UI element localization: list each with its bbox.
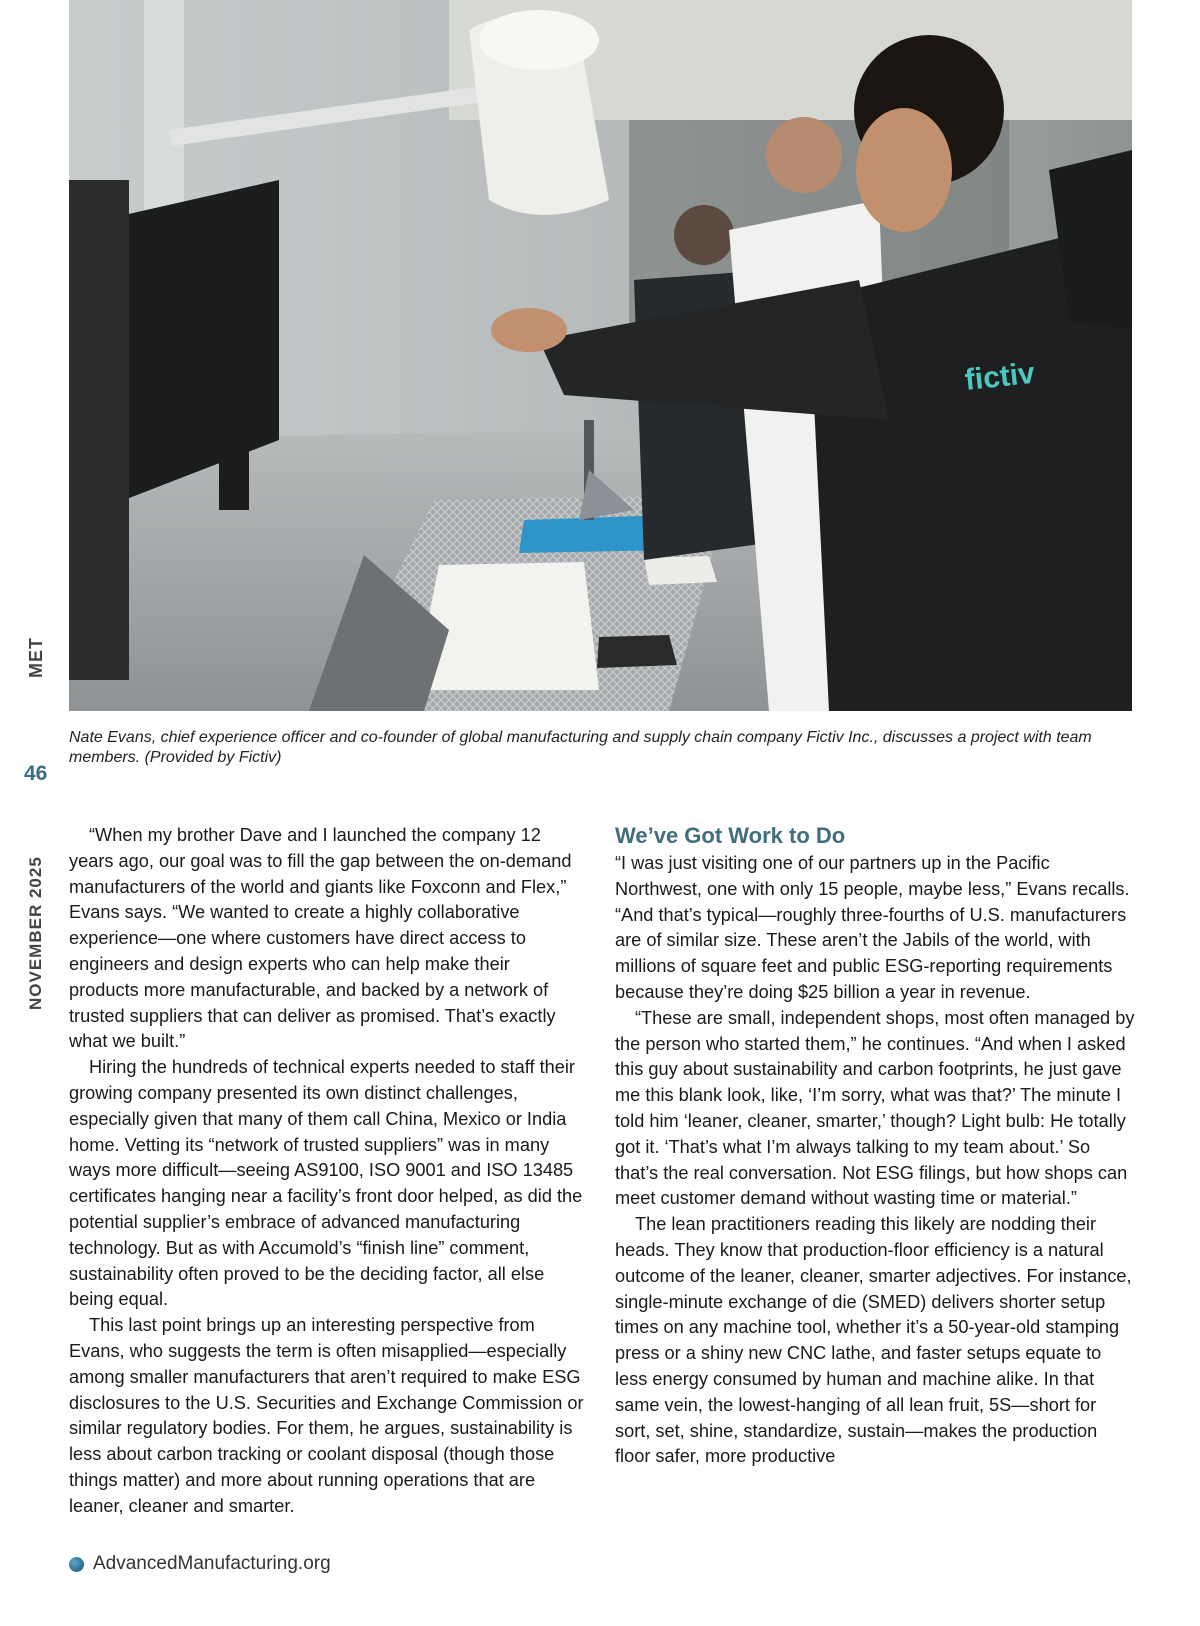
article-photo: [69, 0, 1132, 711]
globe-icon: [69, 1557, 84, 1572]
page-number: 46: [24, 762, 48, 785]
section-heading: We’ve Got Work to Do: [615, 823, 846, 848]
footer: [69, 1553, 331, 1575]
website-link[interactable]: AdvancedManufacturing.org: [93, 1553, 331, 1574]
paragraph: “These are small, independent shops, most often managed by the person who started them,” he continues. “And when I asked this guy about sustainability and carbon footprints, he just gave me this blank look, like, ‘I’m sorry, what was that?’ The minute I told him ‘leaner, cleaner, smarter,’ though? Light bulb: He totally got it. ‘That’s what I’m always talking to my team about.’ So that’s the real conversation. Not ESG filings, but how shops can meet customer demand without wasting time or material.”: [615, 1007, 1135, 1209]
paragraph: The lean practitioners reading this likely are nodding their heads. They know that production-floor efficiency is a natural outcome of the leaner, cleaner, smarter adjectives. For instance, single-minute exchange of die (SMED) delivers shorter setup times on any machine tool, whether it’s a 50-year-old stamping press or a shiny new CNC lathe, and faster setups equate to less energy consumed by human and machine alike. In that same vein, the lowest-hanging of all lean fruit, 5S—short for sort, set, shine, standardize, sustain—makes the production floor safer, more productive: [615, 1214, 1132, 1467]
paragraph: “I was just visiting one of our partners up in the Pacific Northwest, one with only 15 people, maybe less,” Evans recalls. “And that’s typical—roughly three-fourths of U.S. manufacturers are of similar size. These aren’t the Jabils of the world, with millions of square feet and public ESG-reporting requirements because they’re doing $25 billion a year in revenue.: [615, 853, 1130, 1002]
magazine-name: MET: [26, 637, 46, 678]
photo-caption: Nate Evans, chief experience officer and co-founder of global manufacturing and supply chain company Fictiv Inc., discusses a project with team members. (Provided by Fictiv): [69, 729, 1092, 766]
paragraph: Hiring the hundreds of technical experts needed to staff their growing company presented its own distinct challenges, especially given that many of them call China, Mexico or India home. Vetting its “network of trusted suppliers” was in many ways more difficult—seeing AS9100, ISO 9001 and ISO 13485 certificates hanging near a facility’s front door helped, as did the potential supplier’s embrace of advanced manufacturing technology. But as with Accumold’s “finish line” comment, sustainability often proved to be the deciding factor, all else being equal.: [69, 1057, 583, 1310]
paragraph: This last point brings up an interesting perspective from Evans, who suggests the term is often misapplied—especially among smaller manufacturers that aren’t required to make ESG disclosures to the U.S. Securities and Exchange Commission or similar regulatory bodies. For them, he argues, sustainability is less about carbon tracking or coolant disposal (though those things matter) and more about running operations that are leaner, cleaner and smarter.: [69, 1315, 584, 1516]
issue-date: NOVEMBER 2025: [26, 856, 45, 1010]
shirt-logo: fictiv: [963, 356, 1037, 397]
left-column: [69, 823, 584, 1520]
paragraph: “When my brother Dave and I launched the company 12 years ago, our goal was to fill the gap between the on-demand manufacturers of the world and giants like Foxconn and Flex,” Evans says. “We wanted to create a highly collaborative experience—one where customers have direct access to engineers and design experts who can help make their products more manufacturable, and backed by a network of trusted suppliers that can deliver as promised. That’s exactly what we built.”: [69, 825, 572, 1052]
right-column: [615, 823, 1135, 1470]
